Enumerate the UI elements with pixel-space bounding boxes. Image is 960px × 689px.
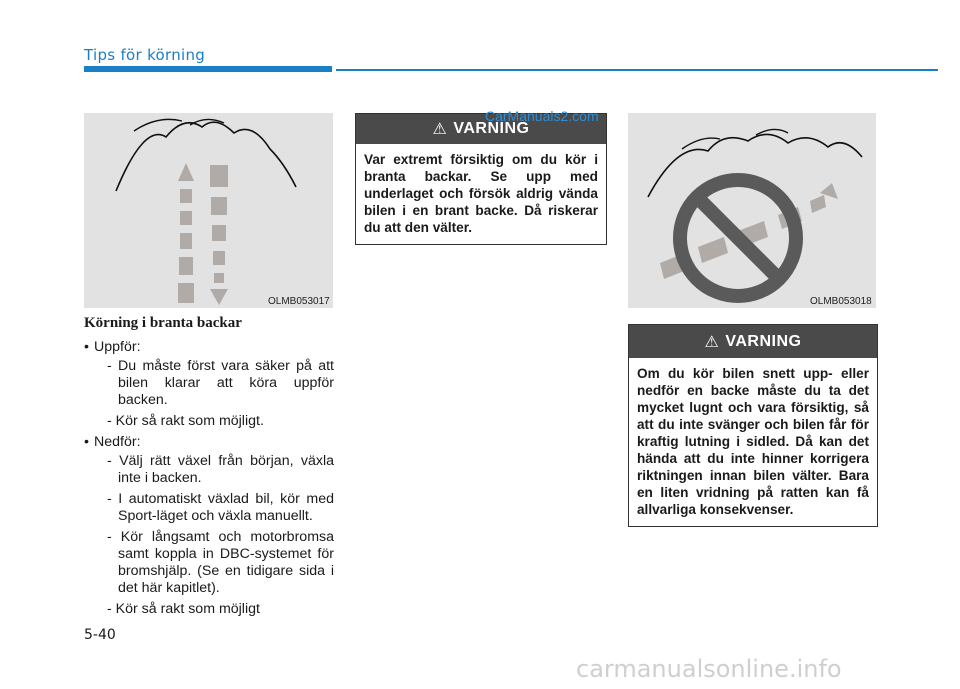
warning-header xyxy=(629,325,877,358)
main-text xyxy=(84,315,334,618)
warning-box xyxy=(628,324,878,527)
header-rule-thick xyxy=(84,66,332,72)
warning-title: VARNING xyxy=(725,332,802,350)
warning-title: VARNING xyxy=(453,120,530,137)
list-item: - I automatiskt växlad bil, kör med Sport-läget och växla manuellt. xyxy=(107,491,334,524)
section-title: Tips för körning xyxy=(84,46,206,64)
list-item: - Välj rätt växel från början, växla inte i backen. xyxy=(107,453,334,486)
footer-watermark: carmanualsonline.info xyxy=(576,655,842,683)
steep-slope-illustration xyxy=(84,113,333,308)
prohibition-icon xyxy=(680,180,796,296)
bullet-dot: • xyxy=(84,339,89,355)
warning-triangle-icon: ⚠ xyxy=(704,333,720,351)
warning-text: Var extremt försiktig om du kör i branta backar. Se upp med underlaget och försök aldrig vända bilen i en brant backe. Då riskerar du att den välter. xyxy=(364,152,598,235)
page-number: 5-40 xyxy=(84,627,116,643)
figure-code: OLMB053018 xyxy=(810,296,872,307)
figure-code: OLMB053017 xyxy=(268,296,330,307)
list-item: - Kör långsamt och motorbromsa samt koppla in DBC-systemet för bromshjälp. (Se en tidigare sida i det här kapitlet). xyxy=(107,529,334,596)
diagonal-prohibited-illustration xyxy=(628,113,876,308)
watermark: CarManuals2.com xyxy=(485,108,599,124)
figure-diagonal-prohibited xyxy=(628,113,876,308)
warning-text: Om du kör bilen snett upp- eller nedför en backe måste du ta det mycket lugnt och vara försiktig, så att du inte svänger och bilen får för kraftig lutning i sidled. Då kan det hända att du inte hinner korrigera riktningen innan bilen välter. Bara en liten vridning på ratten kan få allvarliga konsekvenser. xyxy=(637,366,869,517)
bullet-dot: • xyxy=(84,434,89,450)
figure-steep-slope xyxy=(84,113,333,308)
list-item: - Kör så rakt som möjligt xyxy=(107,601,260,617)
list-item: - Du måste först vara säker på att bilen klarar att köra uppför backen. xyxy=(107,358,334,408)
downhill-label: • Nedför: xyxy=(84,434,141,450)
list-item: - Kör så rakt som möjligt. xyxy=(107,413,264,429)
steep-slopes-heading: Körning i branta backar xyxy=(84,315,242,331)
warning-triangle-icon: ⚠ xyxy=(432,121,448,138)
warning-box xyxy=(355,113,607,245)
uphill-label: • Uppför: xyxy=(84,339,141,355)
header-rule-thin xyxy=(336,69,938,71)
